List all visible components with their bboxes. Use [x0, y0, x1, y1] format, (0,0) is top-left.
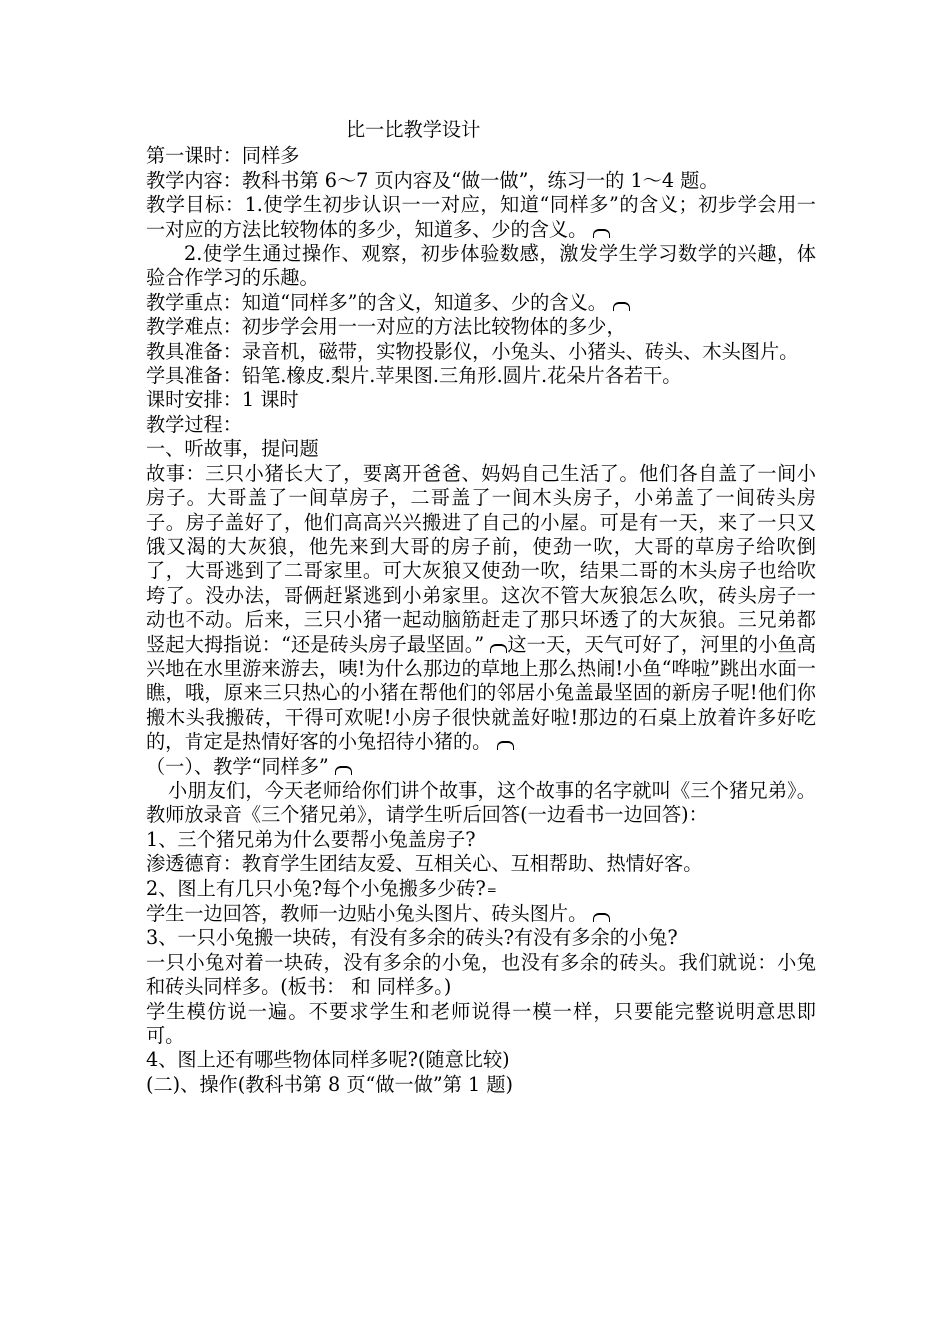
goal-2: 2.使学生通过操作、观察，初步体验数感，激发学生学习数学的兴趣，体验合作学习的乐趣。 [146, 242, 816, 290]
moral-education: 渗透德育：教育学生团结友爱、互相关心、互相帮助、热情好客。 [146, 852, 703, 876]
subsection-1-text: （一）、教学“同样多” [146, 754, 329, 778]
question-4: 4、图上还有哪些物体同样多呢?(随意比较) [146, 1048, 510, 1072]
story-text-b: 这一天，天气可好了，河里的小鱼高兴地在水里游来游去，咦!为什么那边的草地上那么热闹!小鱼“哗啦”跳出水面一瞧，哦，原来三只热心的小猪在帮他们的邻居小兔盖最坚固的新房子呢!他们你搬木头我搬砖，干得可欢呢!小房子很快就盖好啦!那边的石桌上放着许多好吃的，肯定是热情好客的小兔招待小猪的。 [146, 632, 816, 754]
question-1: 1、三个猪兄弟为什么要帮小兔盖房子? [146, 827, 476, 851]
student-tools: 学具准备：铅笔.橡皮.梨片.苹果图.三角形.圆片.花朵片各若干。 [146, 364, 682, 388]
story-text-a: 故事：三只小猪长大了，要离开爸爸、妈妈自己生活了。他们各自盖了一间小房子。大哥盖了一间草房子，二哥盖了一间木头房子，小弟盖了一间砖头房子。房子盖好了，他们高高兴兴搬进了自己的小屋。可是有一天，来了一只又饿又渴的大灰狼，他先来到大哥的房子前，使劲一吹，大哥的草房子给吹倒了，大哥逃到了二哥家里。可大灰狼又使劲一吹，结果二哥的木头房子也给吹垮了。没办法，哥俩赶紧逃到小弟家里。这次不管大灰狼怎么吹，砖头房子一动也不动。后来，三只小猪一起动脑筋赶走了那只坏透了的大灰狼。三兄弟都竖起大拇指说：“还是砖头房子最坚固。” [146, 461, 816, 656]
goal-1 [146, 193, 816, 242]
goal-1-text: 教学目标：1.使学生初步认识一一对应，知道“同样多”的含义；初步学会用一一对应的方法比较物体的多少，知道多、少的含义。 [146, 193, 816, 241]
teacher-tools: 教具准备：录音机，磁带，实物投影仪，小兔头、小猪头、砖头、木头图片。 [146, 339, 799, 363]
question-2-text: 2、图上有几只小兔?每个小兔搬多少砖? [146, 876, 486, 900]
subsection-1-heading [146, 755, 816, 779]
document-title: 比一比教学设计 [346, 118, 481, 141]
paragraph-mark-icon [593, 229, 610, 238]
paragraph-mark-icon [335, 766, 352, 775]
document-page [146, 118, 816, 1097]
question-3: 3、一只小兔搬一块砖，有没有多余的砖头?有没有多余的小兔? [146, 926, 678, 950]
question-2-answer-text: 学生一边回答，教师一边贴小兔头图片、砖头图片。 [146, 902, 588, 925]
lesson-line: 第一课时：同样多 [146, 144, 300, 168]
subsection-2-heading: (二)、操作(教科书第 8 页“做一做”第 1 题) [146, 1072, 513, 1096]
question-3-answer: 一只小兔对着一块砖，没有多余的小兔，也没有多余的砖头。我们就说：小兔和砖头同样多。(板书： 和 同样多。) [146, 950, 816, 999]
difficulty: 教学难点：初步学会用一一对应的方法比较物体的多少， [146, 315, 626, 339]
intro-paragraph: 小朋友们，今天老师给你们讲个故事，这个故事的名字就叫《三个猪兄弟》。教师放录音《三个猪兄弟》，请学生听后回答(一边看书一边回答)： [146, 778, 816, 827]
story-paragraph [146, 462, 816, 755]
schedule: 课时安排：1 课时 [146, 388, 299, 412]
process-heading: 教学过程： [146, 412, 242, 436]
key-point-text: 教学重点：知道“同样多”的含义，知道多、少的含义。 [146, 290, 607, 314]
question-2-answer [146, 902, 816, 926]
question-2 [146, 877, 816, 902]
paragraph-mark-icon [613, 302, 630, 311]
paragraph-mark-icon [490, 644, 507, 653]
paragraph-mark-icon [497, 741, 514, 750]
key-point [146, 291, 816, 315]
section-1-heading: 一、听故事，提问题 [146, 437, 319, 461]
paragraph-mark-icon [593, 913, 610, 922]
imitate-paragraph: 学生模仿说一遍。不要求学生和老师说得一模一样，只要能完整说明意思即可。 [146, 999, 816, 1048]
question-2-mark: = [486, 882, 497, 897]
content-line: 教学内容：教科书第 6～7 页内容及“做一做”，练习一的 1～4 题。 [146, 168, 719, 192]
